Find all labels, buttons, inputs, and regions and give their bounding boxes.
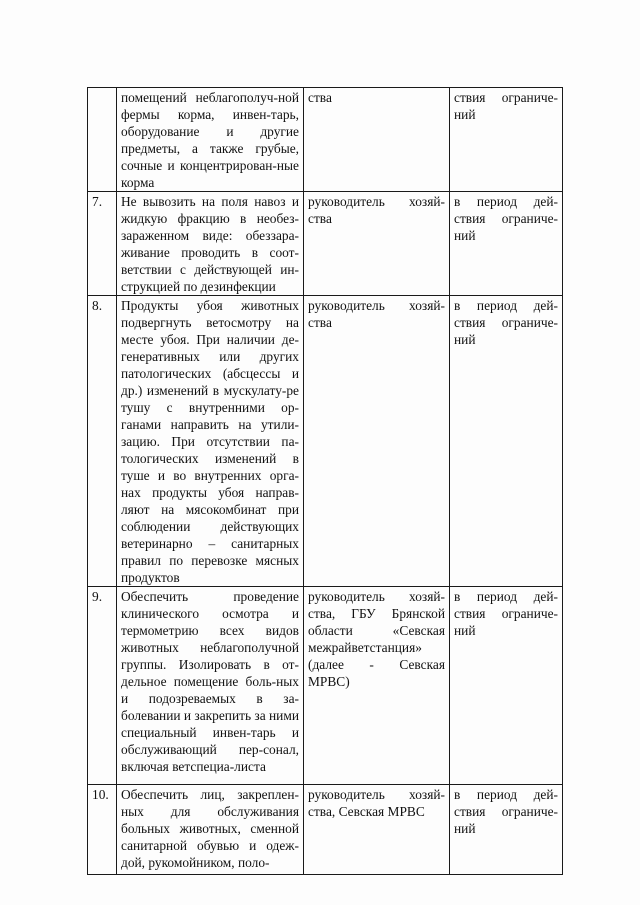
responsible-text: руководитель хозяй-ства [308,194,445,226]
table-row [88,587,563,785]
measure-text: Продукты убоя животных подвергнуть ветосмотру на месте убоя. При наличии де-генеративных или других патологических (абсцессы и др.) изменений в мускулату-ре тушу с внутренними ор-ганами направить на утили-зацию. При отсутствии па-тологических изменений в туше и во внутренних орга-нах продукты убоя направ-ляют на мясокомбинат при соблюдении действующих ветеринарно – санитарных правил по перевозке мясных продуктов [121,298,299,585]
table-row [88,785,563,875]
responsible-cell [304,785,450,875]
measure-cell [117,296,304,587]
row-number [88,88,117,192]
table-row [88,192,563,296]
measure-cell [117,587,304,785]
responsible-cell [304,296,450,587]
table-row [88,296,563,587]
deadline-text: в период дей-ствия ограниче-ний [454,589,558,638]
deadline-cell [450,785,563,875]
responsible-text: руководитель хозяй-ства [308,298,445,330]
responsible-cell [304,587,450,785]
measure-text: помещений неблагополуч-ной фермы корма, инвен-тарь, оборудование и другие предметы, а также грубые, сочные и концентрирован-ные корма [121,90,299,190]
responsible-cell [304,192,450,296]
deadline-cell [450,192,563,296]
row-number: 7. [88,192,117,296]
deadline-cell [450,88,563,192]
responsible-cell [304,88,450,192]
table-row [88,88,563,192]
responsible-text: руководитель хозяй-ства, ГБУ Брянской области «Севская межрайветстанция» (далее - Севская МРВС) [308,589,445,689]
row-number: 9. [88,587,117,785]
measure-cell [117,192,304,296]
measures-table [87,87,563,875]
deadline-cell [450,587,563,785]
deadline-text: в период дей-ствия ограниче-ний [454,787,558,836]
measure-text: Обеспечить проведение клинического осмотра и термометрию всех видов животных неблагополучной группы. Изолировать в от-дельное помещение боль-ных и подозреваемых в за-болевании и закрепить за ними специальный инвен-тарь и обслуживающий пер-сонал, включая ветспециа-листа [121,589,299,774]
responsible-text: ства [308,90,332,105]
deadline-text: в период дей-ствия ограниче-ний [454,194,558,243]
measure-text: Не вывозить на поля навоз и жидкую фракцию в необез-зараженном виде: обеззара-живание проводить в соот-ветствии с действующей ин-струкцией по дезинфекции [121,194,299,294]
deadline-cell [450,296,563,587]
row-number: 8. [88,296,117,587]
row-number: 10. [88,785,117,875]
measure-cell [117,785,304,875]
deadline-text: в период дей-ствия ограниче-ний [454,298,558,347]
measure-text: Обеспечить лиц, закреплен-ных для обслуживания больных животных, сменной санитарной обувью и одеж-дой, рукомойником, поло- [121,787,299,870]
deadline-text: ствия ограниче-ний [454,90,558,122]
responsible-text: руководитель хозяй-ства, Севская МРВС [308,787,445,819]
measure-cell [117,88,304,192]
